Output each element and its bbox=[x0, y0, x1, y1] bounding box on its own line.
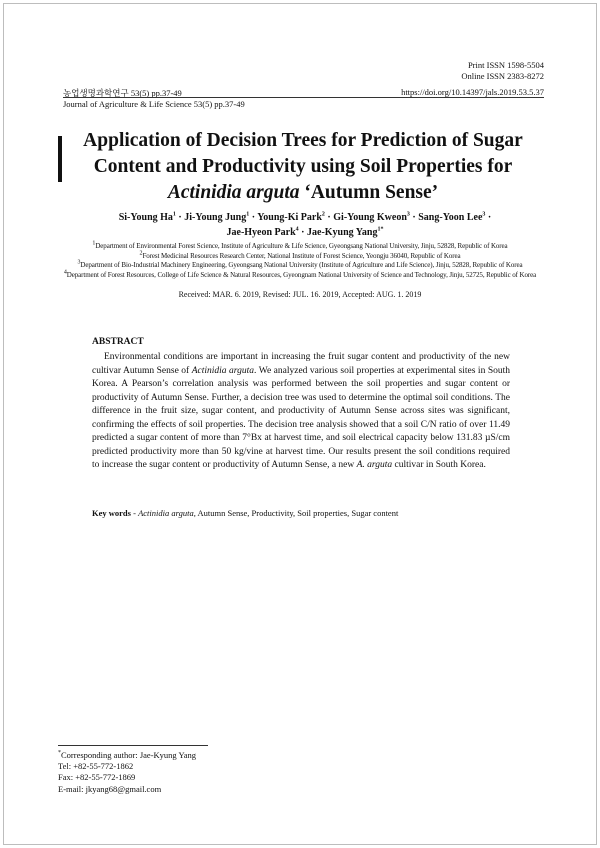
author-affiliation-marker: 1* bbox=[377, 226, 384, 233]
affiliation bbox=[50, 261, 550, 271]
corresponding-author bbox=[58, 750, 196, 761]
author-affiliation-marker: 3 bbox=[482, 211, 486, 218]
keywords-list: , Autumn Sense, Productivity, Soil properties, Sugar content bbox=[193, 508, 399, 518]
journal-korean-citation: 농업생명과학연구 53(5) pp.37-49 bbox=[63, 88, 182, 98]
abstract-heading: ABSTRACT bbox=[92, 337, 144, 347]
paper-title bbox=[62, 128, 544, 206]
affiliation bbox=[50, 271, 550, 281]
header-rule bbox=[63, 97, 544, 98]
author-separator: · bbox=[324, 212, 334, 223]
footnote-rule bbox=[58, 745, 208, 746]
title-line-2: Content and Productivity using Soil Properties for bbox=[93, 156, 513, 177]
author-name: Jae-Hyeon Park bbox=[226, 227, 296, 238]
author-affiliation-marker: 1 bbox=[172, 211, 176, 218]
footnotes bbox=[58, 750, 196, 795]
abstract-species-name: Actinidia arguta bbox=[191, 365, 255, 376]
affiliation-marker: 1 bbox=[92, 240, 96, 247]
abstract-text-part: cultivar in South Korea. bbox=[392, 460, 486, 470]
doi-link[interactable]: https://doi.org/10.14397/jals.2019.53.5.37 bbox=[401, 87, 544, 97]
author-affiliation-marker: 3 bbox=[406, 211, 410, 218]
affiliation-text: Department of Environmental Forest Science, Institute of Agriculture & Life Science, Gyeongsang National University, Jinju, 52828, Republic of Korea bbox=[95, 242, 508, 250]
title-species: Actinidia arguta bbox=[167, 182, 300, 203]
received-dates: Received: MAR. 6. 2019, Revised: JUL. 16. 2019, Accepted: AUG. 1. 2019 bbox=[178, 290, 422, 299]
author-separator: · bbox=[249, 212, 258, 223]
email-link[interactable]: E-mail: jkyang68@gmail.com bbox=[58, 783, 162, 794]
corresponding-author-name: Corresponding author: Jae-Kyung Yang bbox=[61, 750, 197, 760]
affiliation-marker: 2 bbox=[139, 250, 143, 257]
author-separator: · bbox=[409, 212, 419, 223]
affiliation-list bbox=[50, 242, 550, 280]
author-separator: · bbox=[175, 212, 185, 223]
affiliation-text: Department of Bio-Industrial Machinery Engineering, Gyeongsang National University (Institute of Agriculture and Life Science), Jinju, 52828, Republic of Korea bbox=[80, 261, 523, 270]
author bbox=[257, 212, 325, 223]
author-affiliation-marker: 1 bbox=[246, 211, 250, 218]
affiliation bbox=[50, 242, 550, 252]
affiliation-text: Department of Forest Resources, College of Life Science & Natural Resources, Gyeongnam National University of Science and Technology, Jinju, 52725, Republic of Korea bbox=[66, 270, 537, 279]
author-separator: · bbox=[298, 227, 307, 238]
keywords bbox=[92, 508, 398, 518]
author bbox=[184, 212, 249, 223]
fax: Fax: +82-55-772-1869 bbox=[58, 772, 136, 783]
author-affiliation-marker: 2 bbox=[321, 211, 325, 218]
issn-block bbox=[461, 60, 544, 82]
author bbox=[307, 227, 383, 238]
corresponding-marker: * bbox=[58, 750, 61, 757]
issn-online: Online ISSN 2383-8272 bbox=[461, 71, 544, 81]
author bbox=[227, 227, 299, 238]
author-name: Ji-Young Jung bbox=[184, 212, 247, 223]
abstract-text-part: Environmental conditions are important in increasing the fruit sugar content and productivity of the new cultivar Autumn Sense of bbox=[92, 352, 510, 376]
author-name: Si-Young Ha bbox=[118, 212, 173, 223]
author-list bbox=[100, 210, 510, 240]
telephone: Tel: +82-55-772-1862 bbox=[58, 761, 134, 772]
keywords-label: Key words bbox=[92, 508, 131, 518]
author-name: Young-Ki Park bbox=[257, 212, 322, 223]
author-name: Gi-Young Kweon bbox=[333, 212, 407, 223]
affiliation bbox=[50, 252, 550, 262]
author-affiliation-marker: 4 bbox=[295, 226, 299, 233]
keyword-species: Actinidia arguta bbox=[138, 508, 194, 518]
title-line-1: Application of Decision Trees for Prediction of Sugar bbox=[83, 130, 523, 151]
author-name: Jae-Kyung Yang bbox=[307, 227, 378, 238]
author-separator: · bbox=[485, 212, 492, 223]
author bbox=[418, 212, 485, 223]
author bbox=[119, 212, 176, 223]
abstract-species-abbrev: A. arguta bbox=[356, 460, 393, 470]
keywords-separator: - bbox=[130, 508, 139, 518]
title-cultivar: ‘Autumn Sense’ bbox=[299, 182, 439, 203]
abstract-text-part: . We analyzed various soil properties at experimental sites in South Korea. A Pearson’s correlation analysis was performed between the soil properties and sugar content or productivity of Autumn Sense. Further, a decision tree was used to determine the optimal soil conditions. The difference in the fruit size, sugar content, and productivity of Autumn Sense across sites was significant, confirming the effects of soil properties. The decision tree analysis showed that a soil C/N ratio of over 11.49 predicted a sugar content of more than 7°Bx at harvest time, and soil electrical capacity below 131.83 µS/cm predicted productivity more than 50 kg/vine at harvest time. Our results present the soil conditions required to increase the sugar content or productivity of Autumn Sense, a new bbox=[92, 365, 510, 470]
author bbox=[333, 212, 410, 223]
abstract-body bbox=[92, 351, 510, 473]
affiliation-marker: 3 bbox=[77, 259, 81, 266]
issn-print: Print ISSN 1598-5504 bbox=[467, 60, 544, 70]
author-name: Sang-Yoon Lee bbox=[418, 212, 483, 223]
journal-english-citation: Journal of Agriculture & Life Science 53(5) pp.37-49 bbox=[63, 99, 245, 109]
affiliation-text: Forest Medicinal Resources Research Center, National Institute of Forest Science, Yeongju 36040, Republic of Korea bbox=[142, 251, 461, 260]
affiliation-marker: 4 bbox=[63, 269, 67, 276]
